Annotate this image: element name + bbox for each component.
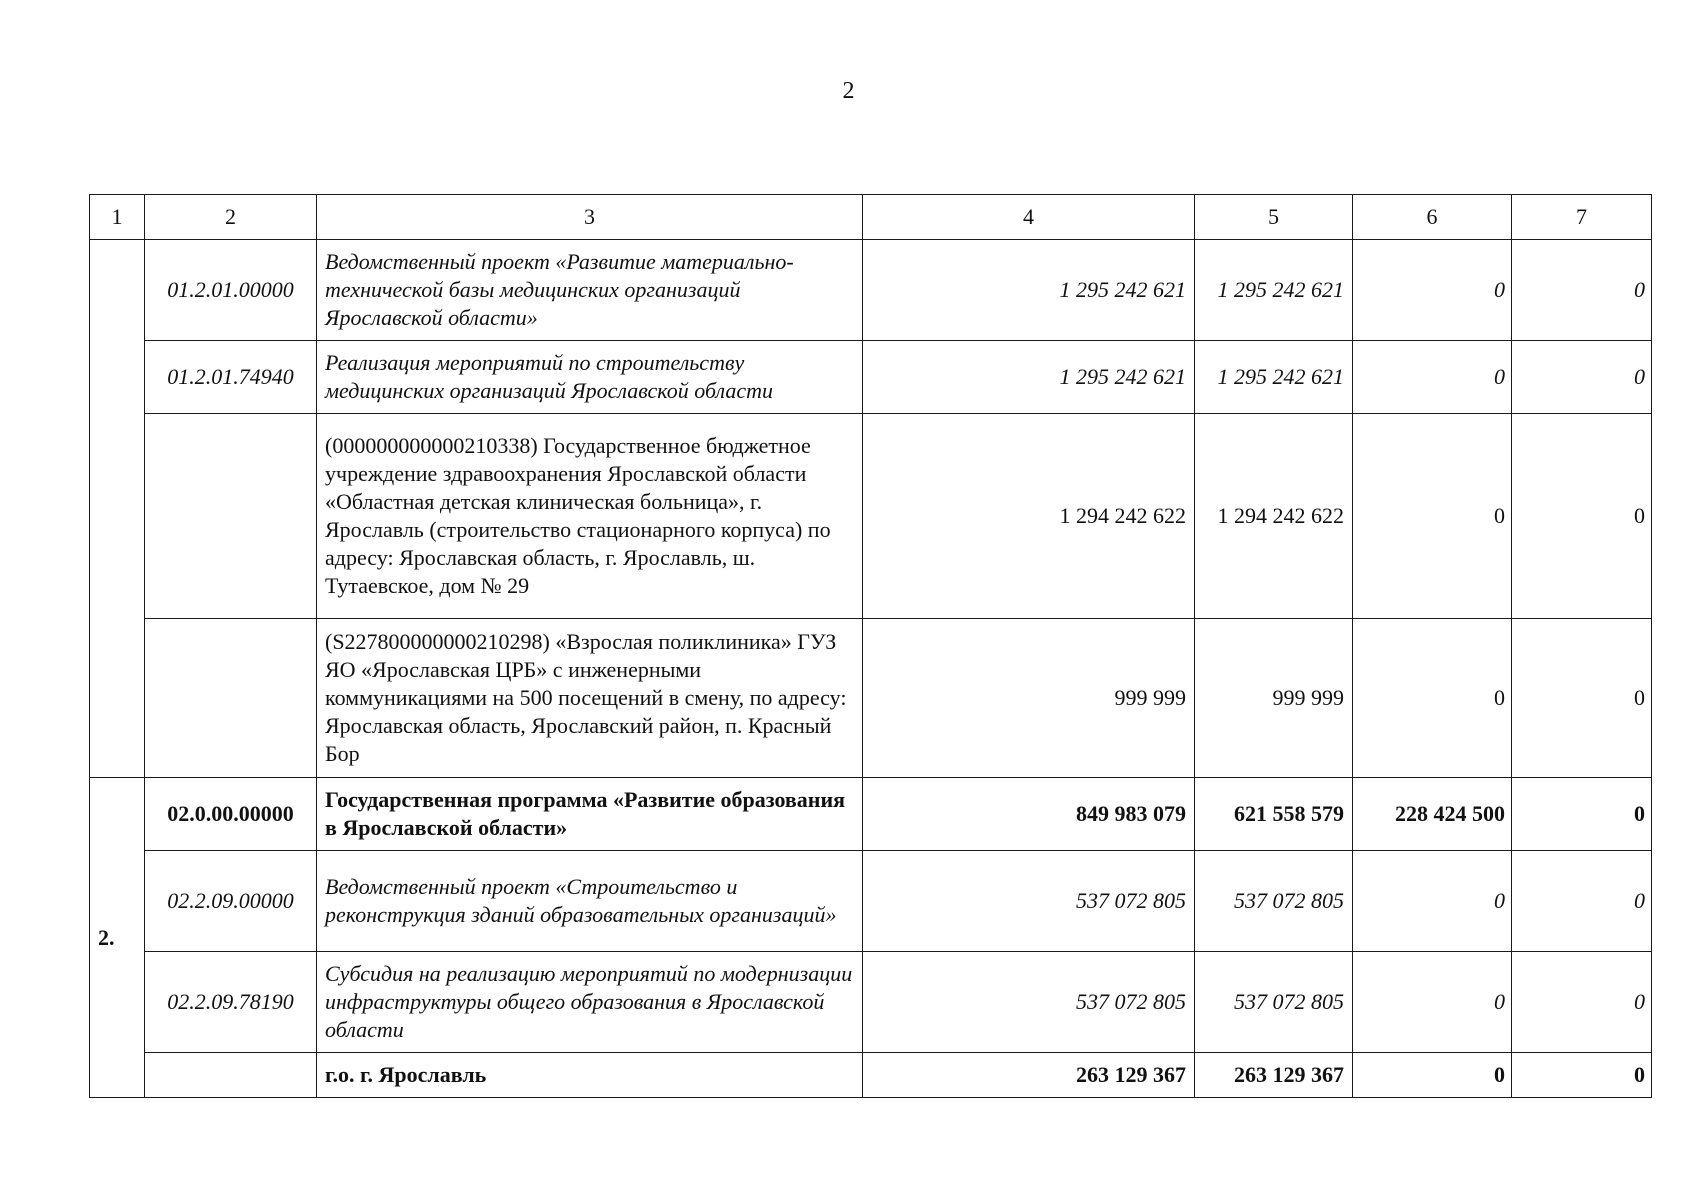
table-row bbox=[90, 952, 1652, 1053]
header-cell: 5 bbox=[1195, 195, 1353, 240]
name-cell: Государственная программа «Развитие образования в Ярославской области» bbox=[317, 778, 863, 851]
amount-col4: 537 072 805 bbox=[863, 952, 1195, 1053]
amount-col6: 0 bbox=[1353, 341, 1512, 414]
amount-col5: 999 999 bbox=[1195, 619, 1353, 778]
amount-col7: 0 bbox=[1512, 1053, 1652, 1098]
name-cell: Ведомственный проект «Развитие материально-технической базы медицинских организаций Ярославской области» bbox=[317, 240, 863, 341]
table-row bbox=[90, 414, 1652, 619]
code-cell bbox=[145, 414, 317, 619]
name-cell: г.о. г. Ярославль bbox=[317, 1053, 863, 1098]
budget-table bbox=[89, 194, 1652, 1098]
code-cell bbox=[145, 1053, 317, 1098]
name-cell: Субсидия на реализацию мероприятий по модернизации инфраструктуры общего образования в Ярославской области bbox=[317, 952, 863, 1053]
code-cell: 02.0.00.00000 bbox=[145, 778, 317, 851]
table-row bbox=[90, 619, 1652, 778]
table-row bbox=[90, 778, 1652, 851]
amount-col5: 1 295 242 621 bbox=[1195, 341, 1353, 414]
code-cell: 02.2.09.00000 bbox=[145, 851, 317, 952]
row-number-cell bbox=[90, 240, 145, 778]
header-cell: 6 bbox=[1353, 195, 1512, 240]
amount-col6: 228 424 500 bbox=[1353, 778, 1512, 851]
header-cell: 2 bbox=[145, 195, 317, 240]
code-cell: 02.2.09.78190 bbox=[145, 952, 317, 1053]
amount-col4: 1 295 242 621 bbox=[863, 341, 1195, 414]
amount-col6: 0 bbox=[1353, 240, 1512, 341]
name-cell: (S227800000000210298) «Взрослая поликлиника» ГУЗ ЯО «Ярославская ЦРБ» с инженерными коммуникациями на 500 посещений в смену, по адресу: Ярославская область, Ярославский район, п. Красный Бор bbox=[317, 619, 863, 778]
code-cell: 01.2.01.74940 bbox=[145, 341, 317, 414]
code-cell bbox=[145, 619, 317, 778]
amount-col5: 1 295 242 621 bbox=[1195, 240, 1353, 341]
amount-col4: 849 983 079 bbox=[863, 778, 1195, 851]
amount-col4: 263 129 367 bbox=[863, 1053, 1195, 1098]
amount-col4: 537 072 805 bbox=[863, 851, 1195, 952]
amount-col7: 0 bbox=[1512, 619, 1652, 778]
amount-col7: 0 bbox=[1512, 414, 1652, 619]
amount-col4: 1 295 242 621 bbox=[863, 240, 1195, 341]
header-cell: 7 bbox=[1512, 195, 1652, 240]
amount-col7: 0 bbox=[1512, 778, 1652, 851]
amount-col5: 1 294 242 622 bbox=[1195, 414, 1353, 619]
amount-col5: 621 558 579 bbox=[1195, 778, 1353, 851]
amount-col7: 0 bbox=[1512, 851, 1652, 952]
table-header-row bbox=[90, 195, 1652, 240]
header-cell: 4 bbox=[863, 195, 1195, 240]
amount-col6: 0 bbox=[1353, 851, 1512, 952]
header-cell: 1 bbox=[90, 195, 145, 240]
amount-col6: 0 bbox=[1353, 952, 1512, 1053]
amount-col5: 537 072 805 bbox=[1195, 851, 1353, 952]
name-cell: Реализация мероприятий по строительству медицинских организаций Ярославской области bbox=[317, 341, 863, 414]
table-row bbox=[90, 341, 1652, 414]
amount-col5: 537 072 805 bbox=[1195, 952, 1353, 1053]
amount-col7: 0 bbox=[1512, 341, 1652, 414]
page-number: 2 bbox=[842, 78, 855, 104]
table-row bbox=[90, 851, 1652, 952]
amount-col4: 1 294 242 622 bbox=[863, 414, 1195, 619]
amount-col5: 263 129 367 bbox=[1195, 1053, 1353, 1098]
table-row bbox=[90, 1053, 1652, 1098]
amount-col7: 0 bbox=[1512, 240, 1652, 341]
name-cell: Ведомственный проект «Строительство и реконструкция зданий образовательных организаций» bbox=[317, 851, 863, 952]
amount-col4: 999 999 bbox=[863, 619, 1195, 778]
table-row bbox=[90, 240, 1652, 341]
name-cell: (000000000000210338) Государственное бюджетное учреждение здравоохранения Ярославской области «Областная детская клиническая больница», г. Ярославль (строительство стационарного корпуса) по адресу: Ярославская область, г. Ярославль, ш. Тутаевское, дом № 29 bbox=[317, 414, 863, 619]
amount-col6: 0 bbox=[1353, 1053, 1512, 1098]
amount-col6: 0 bbox=[1353, 619, 1512, 778]
row-number-cell: 2. bbox=[90, 778, 145, 1098]
amount-col7: 0 bbox=[1512, 952, 1652, 1053]
amount-col6: 0 bbox=[1353, 414, 1512, 619]
header-cell: 3 bbox=[317, 195, 863, 240]
code-cell: 01.2.01.00000 bbox=[145, 240, 317, 341]
